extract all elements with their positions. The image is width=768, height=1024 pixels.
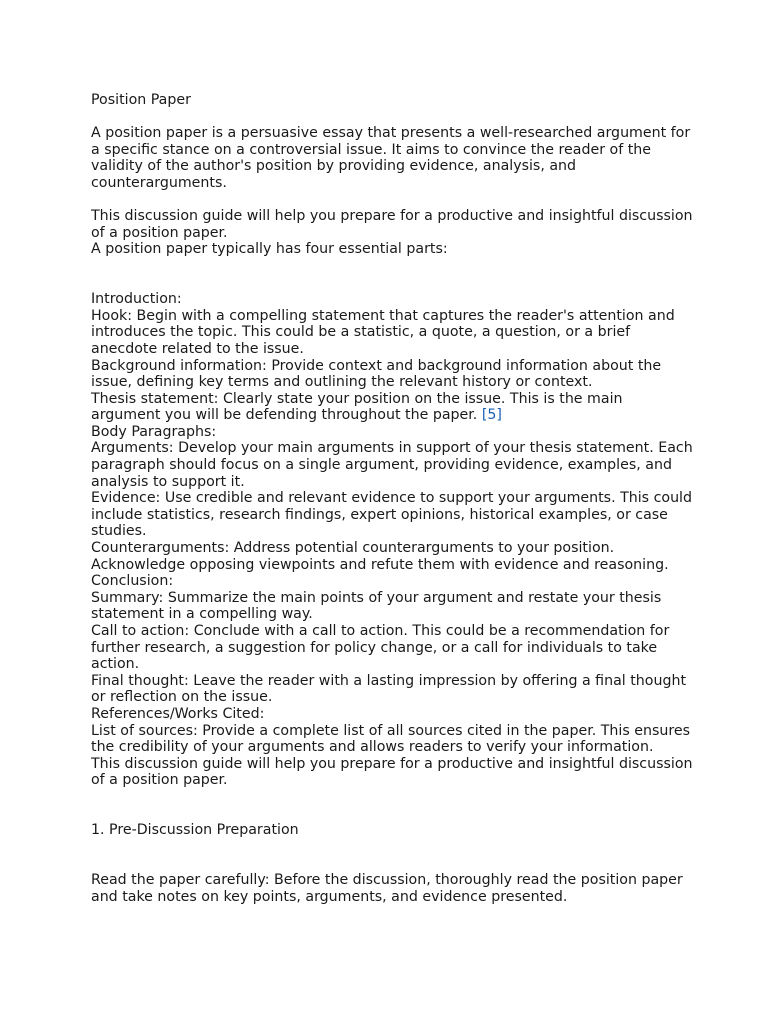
section-heading: Body Paragraphs: <box>91 423 217 440</box>
text-line: Counterarguments: Address potential counterarguments to your position. <box>91 540 615 557</box>
text-line: action. <box>91 656 140 673</box>
spacer <box>91 806 691 823</box>
text-line: List of sources: Provide a complete list of all sources cited in the paper. This ensures <box>91 722 691 739</box>
text-line: introduces the topic. This could be a statistic, a quote, a question, or a brief <box>91 324 631 341</box>
text-line: paragraph should focus on a single argument, providing evidence, examples, and <box>91 457 672 474</box>
text-line: Call to action: Conclude with a call to action. This could be a recommendation for <box>91 623 670 639</box>
text-line: statement in a compelling way. <box>91 606 313 623</box>
text-line: a specific stance on a controversial issue. It aims to convince the reader of the <box>91 141 652 158</box>
read-paper-paragraph <box>91 872 691 905</box>
guide-repeat-paragraph <box>91 756 691 789</box>
spacer <box>91 855 691 872</box>
citation-link[interactable]: [5] <box>481 407 502 424</box>
section-heading: Introduction: <box>91 291 182 308</box>
text-line: analysis to support it. <box>91 473 245 490</box>
pre-discussion-heading: 1. Pre-Discussion Preparation <box>91 822 299 839</box>
section-heading: References/Works Cited: <box>91 705 265 722</box>
spacer <box>91 839 691 856</box>
text-line: Read the paper carefully: Before the discussion, thoroughly read the position paper <box>91 871 683 888</box>
text-line: validity of the author's position by providing evidence, analysis, and <box>91 158 577 175</box>
text-line: Hook: Begin with a compelling statement that captures the reader's attention and <box>91 307 675 324</box>
text-line: or reflection on the issue. <box>91 689 273 706</box>
text-line: Thesis statement: Clearly state your position on the issue. This is the main <box>91 390 623 407</box>
text-line: issue, defining key terms and outlining the relevant history or context. <box>91 374 593 391</box>
text-line: counterarguments. <box>91 174 227 191</box>
spacer <box>91 258 691 275</box>
text-line: Acknowledge opposing viewpoints and refute them with evidence and reasoning. <box>91 556 669 573</box>
text-line: Evidence: Use credible and relevant evidence to support your arguments. This could <box>91 490 693 507</box>
text-line: of a position paper. <box>91 772 228 789</box>
section-body-paragraphs <box>91 424 691 573</box>
text-line: of a position paper. <box>91 224 228 241</box>
text-line: the credibility of your arguments and allows readers to verify your information. <box>91 739 654 756</box>
section-introduction <box>91 291 691 424</box>
section-references <box>91 706 691 756</box>
text-line: A position paper is a persuasive essay that presents a well-researched argument for <box>91 125 691 142</box>
spacer <box>91 275 691 292</box>
text-line: further research, a suggestion for policy change, or a call for individuals to take <box>91 639 658 656</box>
thesis-line <box>91 407 691 424</box>
document-title: Position Paper <box>91 92 191 108</box>
text-line: A position paper typically has four essential parts: <box>91 241 448 258</box>
spacer <box>91 789 691 806</box>
spacer <box>91 192 691 209</box>
text-line: Arguments: Develop your main arguments in support of your thesis statement. Each <box>91 440 693 457</box>
text-line: Background information: Provide context and background information about the <box>91 357 662 374</box>
section-heading: Conclusion: <box>91 573 174 590</box>
text-line: and take notes on key points, arguments, and evidence presented. <box>91 888 568 905</box>
text-line: This discussion guide will help you prepare for a productive and insightful discussion <box>91 755 693 772</box>
text-line: studies. <box>91 523 147 540</box>
document-page <box>91 92 691 905</box>
text-line: anecdote related to the issue. <box>91 340 304 357</box>
text-line: Summary: Summarize the main points of your argument and restate your thesis <box>91 589 662 606</box>
text-line: include statistics, research findings, expert opinions, historical examples, or case <box>91 506 668 523</box>
spacer <box>91 109 691 126</box>
guide-paragraph <box>91 208 691 258</box>
intro-paragraph <box>91 125 691 191</box>
text-line: argument you will be defending throughout the paper. <box>91 407 482 424</box>
text-line: This discussion guide will help you prepare for a productive and insightful discussion <box>91 208 693 225</box>
text-line: Final thought: Leave the reader with a lasting impression by offering a final thought <box>91 672 687 689</box>
section-conclusion <box>91 573 691 706</box>
